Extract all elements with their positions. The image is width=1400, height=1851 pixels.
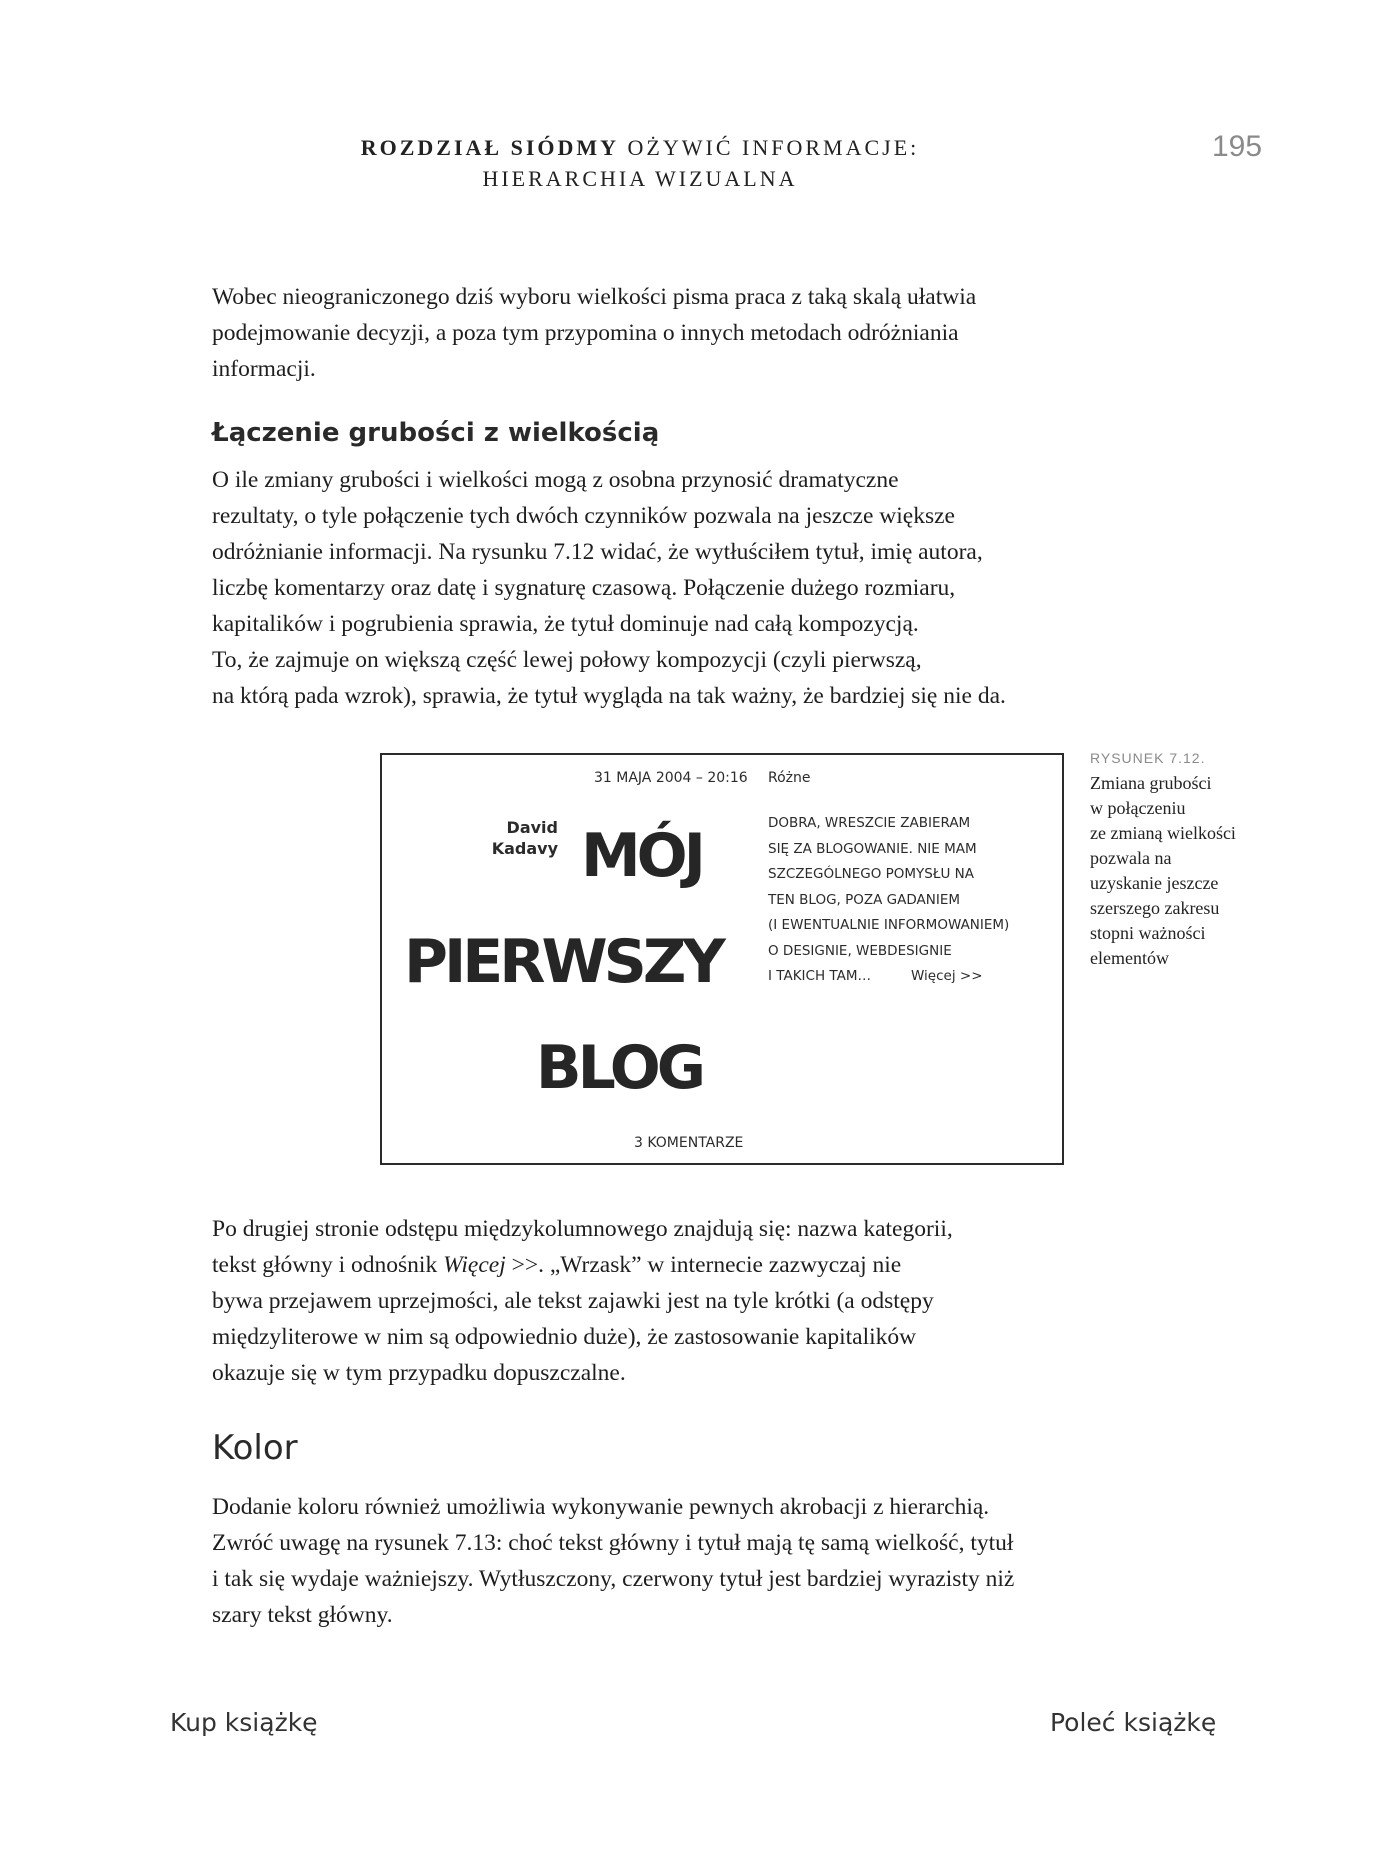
- figure-excerpt: [768, 811, 1058, 990]
- caption-line: w połączeniu: [1090, 798, 1186, 818]
- text-line: międzyliterowe w nim są odpowiednio duże), że zastosowanie kapitalików: [212, 1324, 917, 1350]
- excerpt-line: TEN BLOG, POZA GADANIEM: [768, 891, 961, 908]
- text-line: i tak się wydaje ważniejszy. Wytłuszczony, czerwony tytuł jest bardziej wyrazisty niż: [212, 1566, 1015, 1592]
- excerpt-line: I TAKICH TAM…: [768, 968, 871, 984]
- intro-paragraph: [212, 279, 1112, 387]
- text-line: Po drugiej stronie odstępu międzykolumnowego znajdują się: nazwa kategorii,: [212, 1216, 953, 1242]
- section2-paragraph: [212, 1489, 1112, 1633]
- figure-category: Różne: [768, 770, 811, 786]
- figure-blog-mockup: [380, 753, 1064, 1165]
- recommend-book-link[interactable]: Poleć książkę: [1050, 1708, 1217, 1737]
- text-line: okazuje się w tym przypadku dopuszczalne.: [212, 1360, 626, 1386]
- text-line: na którą pada wzrok), sprawia, że tytuł wygląda na tak ważny, że bardziej się nie da.: [212, 683, 1006, 709]
- caption-line: stopni ważności: [1090, 923, 1206, 943]
- text-line: podejmowanie decyzji, a poza tym przypomina o innych metodach odróżniania: [212, 320, 959, 346]
- text-line: kapitalików i pogrubienia sprawia, że tytuł dominuje nad całą kompozycją.: [212, 611, 919, 637]
- text-line: To, że zajmuje on większą część lewej połowy kompozycji (czyli pierwszą,: [212, 647, 922, 673]
- excerpt-line: (I EWENTUALNIE INFORMOWANIEM): [768, 917, 1010, 933]
- section1-paragraph: [212, 462, 1112, 714]
- title-word: BLOG: [535, 1033, 702, 1103]
- author-last-name: Kadavy: [491, 839, 558, 858]
- excerpt-last-line: [768, 964, 1058, 990]
- caption-label: RYSUNEK 7.12.: [1090, 750, 1206, 766]
- title-word: PIERWSZY: [404, 927, 722, 997]
- running-head-line1: [250, 132, 1030, 163]
- text-line: informacji.: [212, 356, 316, 382]
- text-line: szary tekst główny.: [212, 1602, 393, 1628]
- chapter-title-part2: HIERARCHIA WIZUALNA: [482, 166, 798, 191]
- figure-date: 31 MAJA 2004 – 20:16: [594, 770, 748, 786]
- more-link-reference: Więcej: [443, 1252, 506, 1278]
- excerpt-line: O DESIGNIE, WEBDESIGNIE: [768, 942, 952, 959]
- excerpt-line: SZCZEGÓLNEGO POMYSŁU NA: [768, 866, 974, 882]
- page-number: 195: [1212, 130, 1263, 163]
- caption-line: elementów: [1090, 948, 1169, 968]
- figure-caption: [1090, 749, 1270, 971]
- text-line: liczbę komentarzy oraz datę i sygnaturę czasową. Połączenie dużego rozmiaru,: [212, 575, 956, 601]
- title-word: MÓJ: [580, 821, 702, 891]
- text-line: rezultaty, o tyle połączenie tych dwóch czynników pozwala na jeszcze większe: [212, 503, 955, 529]
- caption-line: pozwala na: [1090, 848, 1172, 868]
- excerpt-line: SIĘ ZA BLOGOWANIE. NIE MAM: [768, 840, 977, 857]
- text-line: Zwróć uwagę na rysunek 7.13: choć tekst główny i tytuł mają tę samą wielkość, tytuł: [212, 1530, 1014, 1556]
- section-heading-color: Kolor: [212, 1428, 298, 1468]
- excerpt-line: DOBRA, WRESZCIE ZABIERAM: [768, 815, 971, 831]
- text-line: Wobec nieograniczonego dziś wyboru wielkości pisma praca z taką skalą ułatwia: [212, 284, 977, 310]
- caption-line: szerszego zakresu: [1090, 898, 1220, 918]
- author-first-name: David: [506, 818, 558, 837]
- text-line-with-link: [212, 1247, 1112, 1283]
- figure-post-title: [404, 803, 722, 1121]
- text-line: Dodanie koloru również umożliwia wykonywanie pewnych akrobacji z hierarchią.: [212, 1494, 990, 1520]
- chapter-title-part1: OŻYWIĆ INFORMACJE:: [627, 135, 920, 160]
- figure-more-link: Więcej >>: [911, 968, 983, 984]
- paragraph-2: [212, 1211, 1112, 1391]
- chapter-label: ROZDZIAŁ SIÓDMY: [360, 135, 620, 160]
- text-fragment: >>. „Wrzask” w internecie zazwyczaj nie: [505, 1252, 902, 1278]
- caption-line: ze zmianą wielkości: [1090, 823, 1236, 843]
- caption-line: Zmiana grubości: [1090, 773, 1212, 793]
- section-heading-weight-size: Łączenie grubości z wielkością: [212, 418, 660, 448]
- figure-comments-count: 3 KOMENTARZE: [634, 1135, 744, 1151]
- running-head: [250, 132, 1030, 194]
- text-line: bywa przejawem uprzejmości, ale tekst zajawki jest na tyle krótki (a odstępy: [212, 1288, 934, 1314]
- text-fragment: tekst główny i odnośnik: [212, 1252, 444, 1278]
- caption-line: uzyskanie jeszcze: [1090, 873, 1219, 893]
- text-line: O ile zmiany grubości i wielkości mogą z osobna przynosić dramatyczne: [212, 467, 899, 493]
- text-line: odróżnianie informacji. Na rysunku 7.12 widać, że wytłuściłem tytuł, imię autora,: [212, 539, 983, 565]
- buy-book-link[interactable]: Kup książkę: [170, 1708, 318, 1737]
